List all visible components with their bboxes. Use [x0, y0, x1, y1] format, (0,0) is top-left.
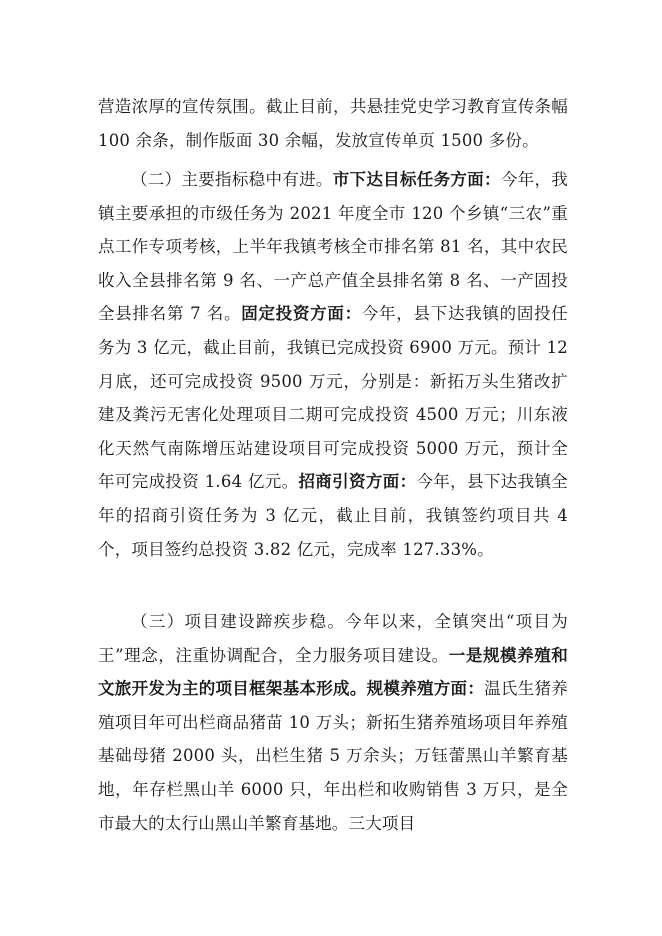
- text-run: 今年，我镇主要承担的市级任务为 2021 年度全市 120 个乡镇“三农”重点工作专项考核，上半年我镇考核全市排名第 81 名，其中农民收入全县排名第 9 名、一产总产值全县排名第 8 名、一产固投全县排名第 7 名。: [98, 170, 569, 324]
- paragraph-project-construction: [98, 605, 568, 840]
- bold-heading-scale-farming: 一是规模养殖和文旅开发为主的项目框架基本形成。规模养殖方面：: [98, 645, 568, 699]
- section-heading-projects: （三）项目建设蹄疾步稳。今年以来，全镇突出“项目为王”理念，注重协调配合，全力服务项目建设。: [98, 612, 568, 665]
- section-heading-indicators: （二）主要指标稳中有进。: [131, 170, 333, 189]
- text-run: 今年，县下达我镇全年的招商引资任务为 3 亿元，截止目前，我镇签约项目共 4 个，项目签约总投资 3.82 亿元，完成率 127.33%。: [98, 472, 568, 559]
- bold-heading-city-targets: 市下达目标任务方面：: [332, 170, 501, 189]
- text-run: 温氏生猪养殖项目年可出栏商品猪苗 10 万头；新拓生猪养殖场项目年养殖基础母猪 2000 头，出栏生猪 5 万余头；万钰蕾黑山羊繁育基地，年存栏黑山羊 6000 只，年出栏和收购销售 3 万只，是全市最大的太行山黑山羊繁育基地。三大项目: [98, 679, 568, 833]
- text-run: 今年，县下达我镇的固投任务为 3 亿元，截止目前，我镇已完成投资 6900 万元。预计 12 月底，还可完成投资 9500 万元，分别是：新拓万头生猪改扩建及粪污无害化处理项目二期可完成投资 4500 万元；川东液化天然气南陈增压站建设项目可完成投资 5000 万元，预计全年可完成投资 1.64 亿元。: [98, 304, 568, 492]
- bold-heading-investment-attraction: 招商引资方面：: [298, 472, 417, 492]
- paragraph-key-indicators: [98, 163, 568, 566]
- text-run: 营造浓厚的宣传氛围。截止目前，共悬挂党史学习教育宣传条幅 100 余条，制作版面 30 余幅，发放宣传单页 1500 多份。: [98, 97, 568, 150]
- paragraph-publicity-summary: [98, 90, 568, 157]
- bold-heading-fixed-investment: 固定投资方面：: [241, 304, 362, 324]
